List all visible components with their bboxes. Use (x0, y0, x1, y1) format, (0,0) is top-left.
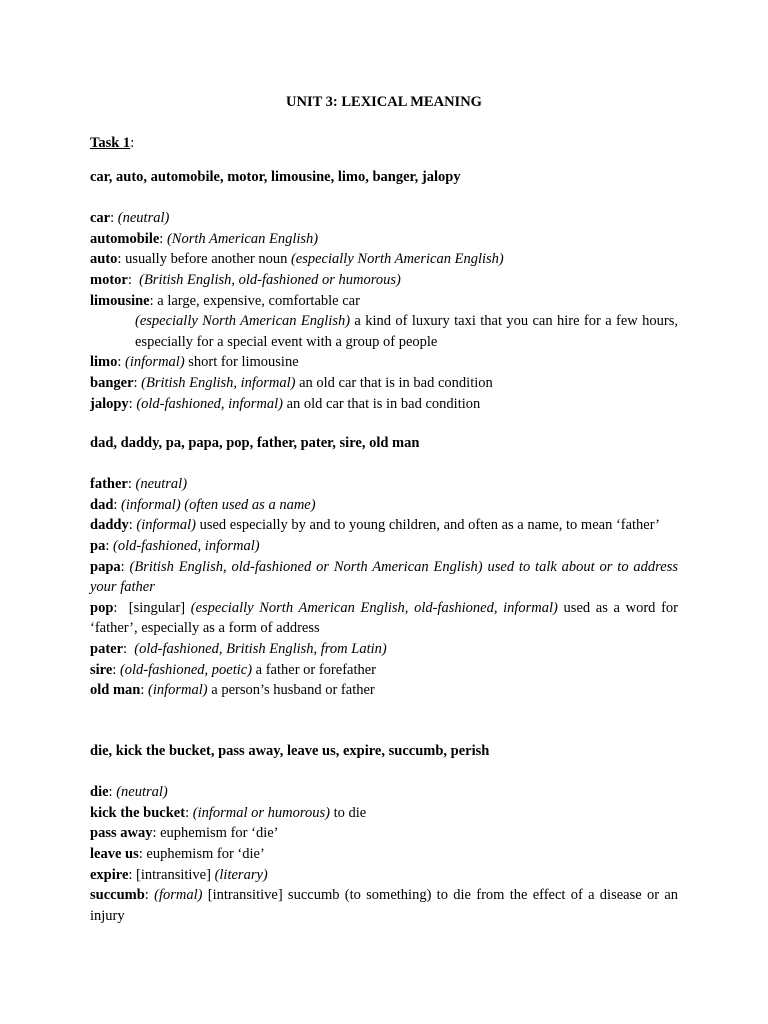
task-heading (90, 133, 134, 154)
headword: expire (90, 866, 129, 883)
entry-father (90, 474, 678, 495)
grammar-note: [singular] (128, 599, 191, 616)
entry-expire (90, 865, 678, 886)
separator: : (127, 476, 136, 493)
separator: : (113, 599, 129, 616)
group-heading: die, kick the bucket, pass away, leave us, expire, succumb, perish (90, 743, 490, 759)
headword: pater (90, 640, 124, 657)
usage-label: (especially North American English) (135, 313, 351, 330)
entry-papa (90, 557, 678, 598)
headword: motor (90, 271, 128, 288)
definition: [intransitive] succumb (to something) to die from the effect of a disease or an injury (90, 887, 679, 924)
usage-label: (British English, old-fashioned or humorous) (139, 271, 401, 288)
definition: to die (329, 804, 367, 821)
usage-label: (informal) (125, 354, 185, 371)
separator: : (112, 661, 120, 678)
entry-leave-us (90, 844, 678, 865)
usage-label: (old-fashioned, informal) (136, 395, 283, 412)
entry-pass-away (90, 823, 678, 844)
headword: father (90, 476, 128, 493)
separator: : (185, 804, 193, 821)
usage-label: (informal or humorous) (192, 804, 330, 821)
separator: : (128, 395, 137, 412)
definition: used especially by and to young children, and often as a name, to mean ‘father’ (195, 517, 660, 534)
headword: limo (90, 354, 118, 371)
separator: : (110, 210, 118, 227)
headword: daddy (90, 517, 129, 534)
entry-die (90, 782, 678, 803)
headword: banger (90, 374, 134, 391)
separator: : (152, 825, 161, 842)
usage-label: (neutral) (135, 476, 188, 493)
word-group-die (90, 741, 678, 926)
usage-label: (British English, informal) (141, 374, 296, 391)
word-group-car (90, 167, 678, 414)
entry-jalopy (90, 394, 678, 415)
separator: : (117, 251, 126, 268)
separator: : (159, 230, 167, 247)
headword: leave us (90, 845, 139, 862)
group-heading: car, auto, automobile, motor, limousine, limo, banger, jalopy (90, 169, 461, 185)
usage-label: (especially North American English) (290, 251, 504, 268)
separator: : (123, 640, 135, 657)
usage-label: (old-fashioned, poetic) (119, 661, 253, 678)
separator: : (105, 537, 113, 554)
definition: usually before another noun (125, 251, 291, 268)
usage-label: (old-fashioned, British English, from Latin) (134, 640, 387, 657)
definition: used as a word for ‘father’, especially as a form of address (90, 599, 678, 637)
definition: an old car that is in bad condition (295, 374, 493, 391)
separator: : (140, 682, 149, 699)
separator: : (128, 866, 137, 883)
group-heading: dad, daddy, pa, papa, pop, father, pater, sire, old man (90, 435, 420, 451)
usage-label: (informal) (often used as a name) (121, 496, 316, 513)
entry-daddy (90, 515, 678, 536)
headword: pass away (90, 825, 153, 842)
headword: automobile (90, 230, 160, 247)
task-colon: : (130, 135, 135, 151)
headword: die (90, 784, 109, 801)
usage-label: (formal) (154, 887, 203, 904)
definition: a person’s husband or father (207, 682, 375, 699)
headword: succumb (90, 887, 145, 904)
headword: jalopy (90, 395, 129, 412)
entry-sire (90, 660, 678, 681)
entry-pater (90, 639, 678, 660)
entry-limousine-sense-2 (90, 311, 678, 352)
usage-label: (informal) (136, 517, 196, 534)
separator: : (133, 374, 142, 391)
entry-motor (90, 270, 678, 291)
entry-automobile (90, 229, 678, 250)
separator: : (149, 292, 158, 309)
definition: short for limousine (184, 354, 299, 371)
task-label: Task 1 (90, 135, 131, 151)
definition: a father or forefather (252, 661, 377, 678)
separator: : (128, 517, 137, 534)
usage-label: (old-fashioned, informal) (112, 537, 260, 554)
headword: pop (90, 599, 114, 616)
separator: : (138, 845, 147, 862)
headword: papa (90, 558, 121, 575)
separator: : (113, 496, 122, 513)
entry-succumb (90, 885, 678, 926)
entry-pa (90, 536, 678, 557)
page-title: UNIT 3: LEXICAL MEANING (286, 94, 482, 110)
usage-label: (neutral) (116, 784, 168, 801)
entry-banger (90, 373, 678, 394)
headword: limousine (90, 292, 150, 309)
usage-label: (especially North American English, old-fashioned, informal) (190, 599, 558, 616)
entry-limousine (90, 291, 678, 312)
headword: dad (90, 496, 114, 513)
entry-limo (90, 352, 678, 373)
headword: sire (90, 661, 113, 678)
definition: euphemism for ‘die’ (160, 825, 279, 842)
entry-kick-the-bucket (90, 803, 678, 824)
headword: pa (90, 537, 106, 554)
headword: old man (90, 682, 141, 699)
headword: kick the bucket (90, 804, 186, 821)
usage-label: (British English, old-fashioned or North American English) used to talk about or to address your father (90, 558, 678, 596)
entry-dad (90, 495, 678, 516)
definition: euphemism for ‘die’ (146, 845, 265, 862)
separator: : (117, 354, 126, 371)
headword: auto (90, 251, 118, 268)
headword: car (90, 210, 111, 227)
separator: : (144, 887, 155, 904)
separator: : (127, 271, 140, 288)
usage-label: (literary) (214, 866, 268, 883)
separator: : (120, 558, 130, 575)
grammar-note: [intransitive] (136, 866, 215, 883)
definition: an old car that is in bad condition (282, 395, 481, 412)
definition: a kind of luxury taxi that you can hire for a few hours, especially for a special event with a group of people (135, 313, 678, 350)
entry-car (90, 208, 678, 229)
usage-label: (North American English) (166, 230, 319, 247)
word-group-father (90, 433, 678, 701)
entry-auto (90, 249, 678, 270)
separator: : (108, 784, 117, 801)
usage-label: (neutral) (117, 210, 170, 227)
entry-old-man (90, 680, 678, 701)
entry-pop (90, 598, 678, 639)
definition: a large, expensive, comfortable car (157, 292, 360, 309)
usage-label: (informal) (148, 682, 208, 699)
